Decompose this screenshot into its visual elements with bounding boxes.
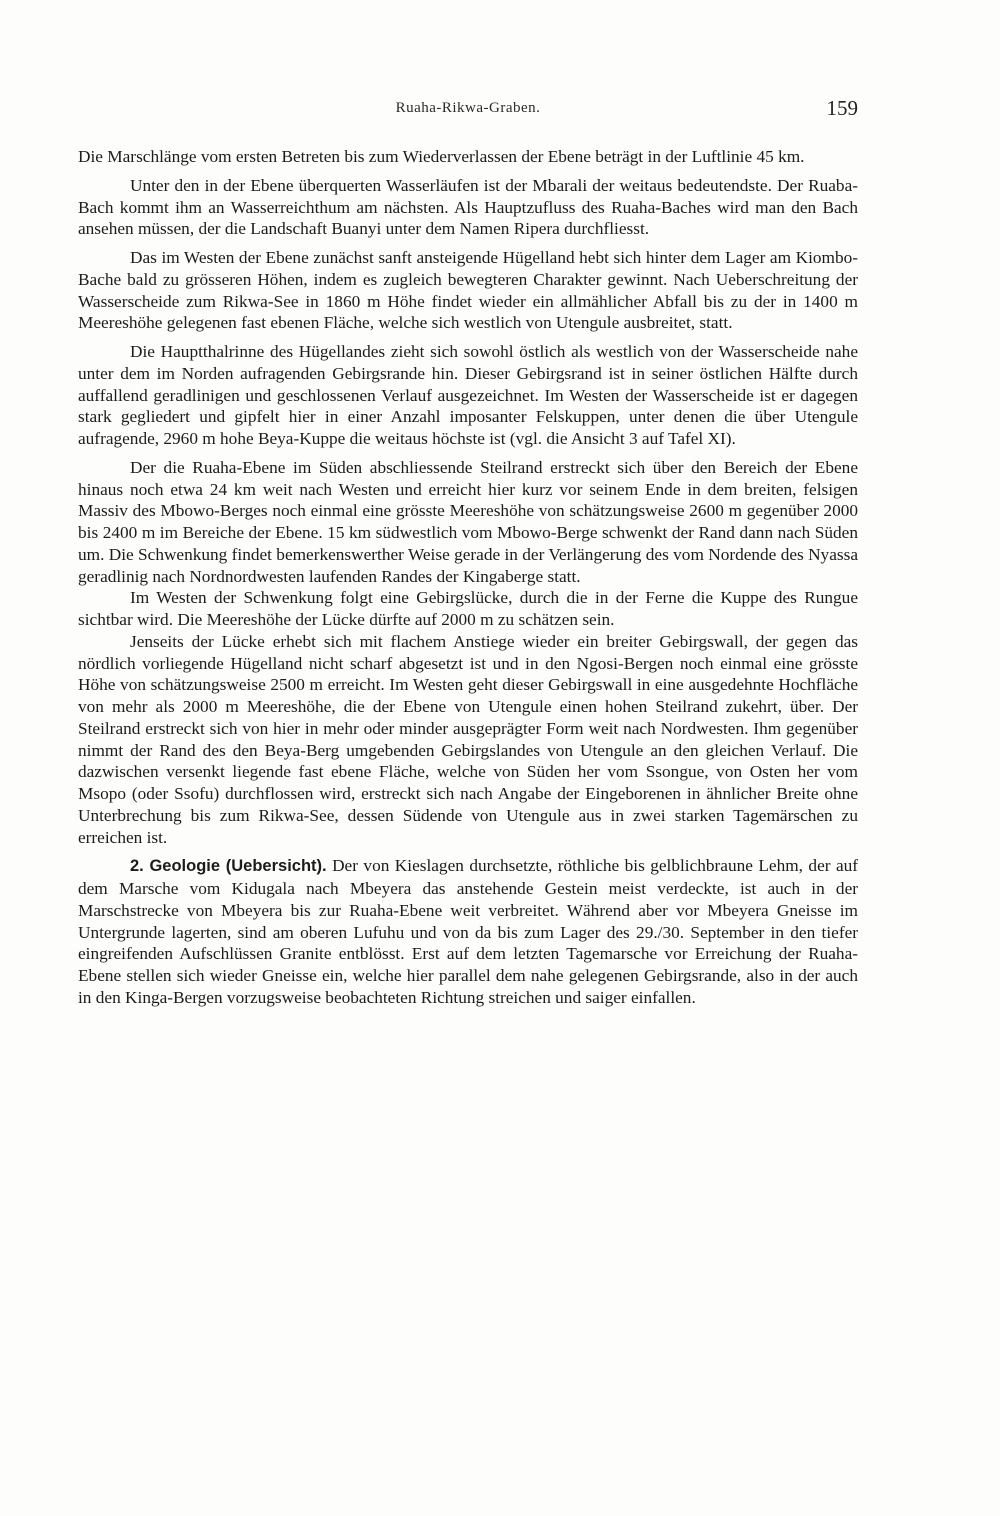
paragraph-march-length: Die Marschlänge vom ersten Betreten bis zum Wiederverlassen der Ebene beträgt in der Luftlinie 45 km. <box>78 147 805 166</box>
section-text-geology: Der von Kieslagen durchsetzte, röthliche bis gelblichbraune Lehm, der auf dem Marsche vom Kidugala nach Mbeyera das anstehende Gestein meist verdeckte, ist auch in der Marschstrecke von Mbeyera bis zur Ruaha-Ebene weit verbreitet. Während aber vor Mbeyera Gneisse im Untergrunde lagerten, sind am oberen Lufuhu und von da bis zum Lager des 29./30. September in den tiefer eingreifenden Aufschlüssen Granite entblösst. Erst auf dem letzten Tagemarsche vor Erreichung der Ruaha-Ebene stellen sich wieder Gneisse ein, welche hier parallel dem nahe gelegenen Gebirgsrande, also in der auch in den Kinga-Bergen vorzugsweise beobachteten Richtung streichen und saiger einfallen. <box>78 856 859 1007</box>
running-title: Ruaha-Rikwa-Graben. <box>395 100 541 116</box>
paragraph-geology <box>78 855 858 1008</box>
paragraph-main-valley: Die Hauptthalrinne des Hügellandes zieht sich sowohl östlich als westlich von der Wasserscheide nahe unter dem im Norden aufragenden Gebirgsrande hin. Dieser Gebirgsrand ist in seiner östlichen Hälfte durch auffallend geradlinigen und geschlossenen Verlauf ausgezeichnet. Im Westen der Wasserscheide ist er dagegen stark gegliedert und gipfelt hier in einer Anzahl imposanter Felskuppen, unter denen die über Utengule aufragende, 2960 m hohe Beya-Kuppe die weitaus höchste ist (vgl. die Ansicht 3 auf Tafel XI). <box>78 342 858 448</box>
paragraph-mountain-wall: Jenseits der Lücke erhebt sich mit flachem Anstiege wieder ein breiter Gebirgswall, der gegen das nördlich vorliegende Hügelland nicht scharf abgesetzt ist und in den Ngosi-Bergen noch einmal eine grösste Höhe von schätzungsweise 2500 m erreicht. Im Westen geht dieser Gebirgswall in eine ausgedehnte Hochfläche von mehr als 2000 m Meereshöhe, die der Ebene von Utengule einen hohen Steilrand zukehrt, über. Der Steilrand erstreckt sich von hier in mehr oder minder ausgeprägter Form weit nach Nordwesten. Ihm gegenüber nimmt der Rand des den Beya-Berg umgebenden Gebirgslandes von Utengule an den gleichen Verlauf. Die dazwischen versenkt liegende fast ebene Fläche, welche von Süden her vom Ssongue, von Osten her vom Msopo (oder Ssofu) durchflossen wird, erstreckt sich nach Angabe der Eingeborenen in ähnlicher Breite ohne Unterbrechung bis zum Rikwa-See, dessen Südende von Utengule aus in zwei starken Tagemärschen zu erreichen ist. <box>78 631 858 847</box>
paragraph-hill-country: Das im Westen der Ebene zunächst sanft ansteigende Hügelland hebt sich hinter dem Lager am Kiombo-Bache bald zu grösseren Höhen, indem es zugleich bewegteren Charakter gewinnt. Nach Ueberschreitung der Wasserscheide zum Rikwa-See in 1860 m Höhe findet wieder ein allmählicher Abfall bis zu der in 1400 m Meereshöhe gelegenen fast ebenen Fläche, welche sich westlich von Utengule ausbreitet, statt. <box>78 248 858 333</box>
body-text <box>78 146 858 1016</box>
paragraph-watercourses: Unter den in der Ebene überquerten Wasserläufen ist der Mbarali der weitaus bedeutendste. Der Ruaba-Bach kommt ihm an Wasserreichthum am nächsten. Als Hauptzufluss des Ruaha-Baches wird man den Bach ansehen müssen, der die Landschaft Buanyi unter dem Namen Ripera durchfliesst. <box>78 175 858 239</box>
paragraph-mountain-gap: Im Westen der Schwenkung folgt eine Gebirgslücke, durch die in der Ferne die Kuppe des Rungue sichtbar wird. Die Meereshöhe der Lücke dürfte auf 2000 m zu schätzen sein. <box>78 588 858 629</box>
running-head <box>78 96 858 128</box>
section-heading-geology: 2. Geologie (Uebersicht). <box>130 857 327 876</box>
paragraph-southern-escarpment: Der die Ruaha-Ebene im Süden abschliessende Steilrand erstreckt sich über den Bereich der Ebene hinaus noch etwa 24 km weit nach Westen und erreicht hier kurz vor seinem Ende in dem breiten, felsigen Massiv des Mbowo-Berges noch einmal eine grösste Meereshöhe von schätzungsweise 2600 m gegenüber 2000 bis 2400 m im Bereiche der Ebene. 15 km südwestlich vom Mbowo-Berge schwenkt der Rand dann nach Süden um. Die Schwenkung findet bemerkenswerther Weise gerade in der Verlängerung des vom Nordende des Nyassa geradlinig nach Nordnordwesten laufenden Randes der Kingaberge statt. <box>78 457 858 586</box>
page-number: 159 <box>826 96 858 120</box>
